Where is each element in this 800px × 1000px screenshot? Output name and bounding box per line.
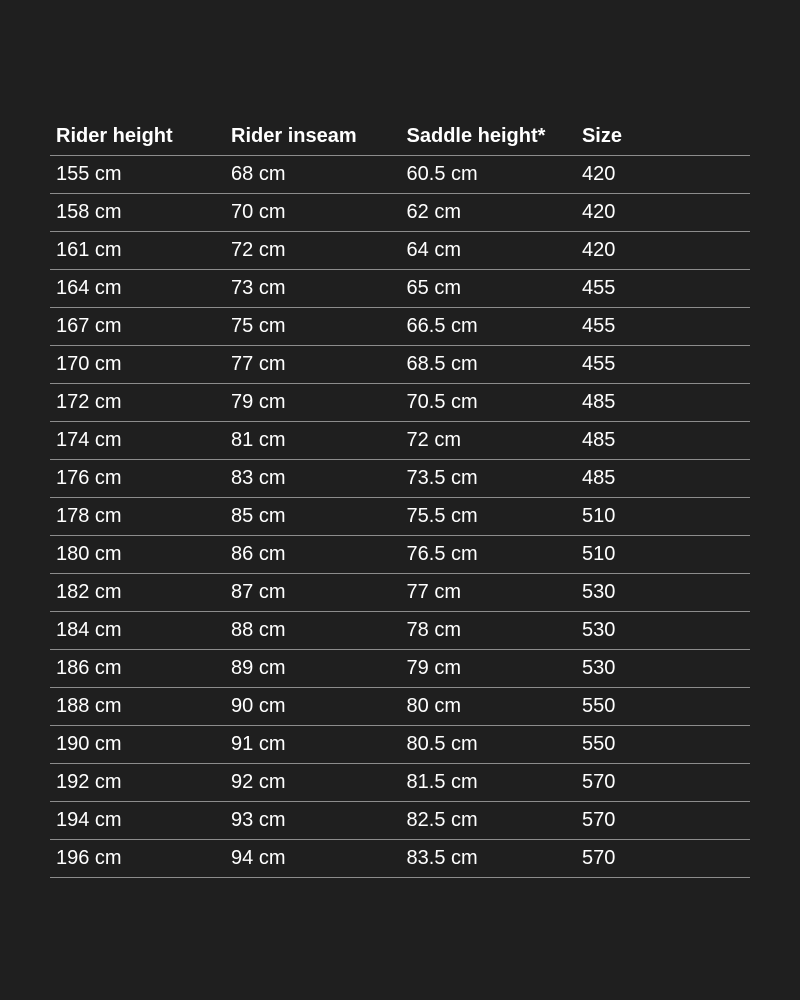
rider-inseam-cell: 88 cm <box>225 612 401 650</box>
saddle-height-cell: 62 cm <box>401 194 576 232</box>
size-cell: 455 <box>576 346 750 384</box>
rider-height-cell: 184 cm <box>50 612 225 650</box>
size-cell: 485 <box>576 460 750 498</box>
rider-height-cell: 158 cm <box>50 194 225 232</box>
table-row <box>50 574 750 612</box>
rider-inseam-cell: 75 cm <box>225 308 401 346</box>
table-row <box>50 384 750 422</box>
size-cell: 420 <box>576 232 750 270</box>
rider-inseam-cell: 91 cm <box>225 726 401 764</box>
saddle-height-cell: 73.5 cm <box>401 460 576 498</box>
size-cell: 570 <box>576 840 750 878</box>
rider-inseam-cell: 87 cm <box>225 574 401 612</box>
table-row <box>50 270 750 308</box>
rider-inseam-cell: 79 cm <box>225 384 401 422</box>
size-cell: 420 <box>576 194 750 232</box>
rider-height-cell: 167 cm <box>50 308 225 346</box>
size-cell: 485 <box>576 422 750 460</box>
table-row <box>50 156 750 194</box>
table-row <box>50 802 750 840</box>
table-row <box>50 612 750 650</box>
rider-height-cell: 186 cm <box>50 650 225 688</box>
rider-height-cell: 182 cm <box>50 574 225 612</box>
rider-inseam-cell: 72 cm <box>225 232 401 270</box>
rider-inseam-cell: 70 cm <box>225 194 401 232</box>
rider-height-cell: 161 cm <box>50 232 225 270</box>
rider-height-cell: 170 cm <box>50 346 225 384</box>
size-cell: 530 <box>576 574 750 612</box>
table-row <box>50 688 750 726</box>
rider-height-cell: 172 cm <box>50 384 225 422</box>
rider-height-cell: 192 cm <box>50 764 225 802</box>
size-cell: 570 <box>576 802 750 840</box>
table-row <box>50 536 750 574</box>
table-body <box>50 156 750 878</box>
rider-height-cell: 155 cm <box>50 156 225 194</box>
size-chart-table <box>50 117 750 878</box>
rider-inseam-cell: 73 cm <box>225 270 401 308</box>
saddle-height-cell: 80 cm <box>401 688 576 726</box>
rider-inseam-cell: 68 cm <box>225 156 401 194</box>
size-cell: 455 <box>576 308 750 346</box>
rider-inseam-cell: 93 cm <box>225 802 401 840</box>
saddle-height-cell: 78 cm <box>401 612 576 650</box>
saddle-height-cell: 66.5 cm <box>401 308 576 346</box>
saddle-height-cell: 76.5 cm <box>401 536 576 574</box>
table-row <box>50 422 750 460</box>
size-cell: 485 <box>576 384 750 422</box>
saddle-height-cell: 64 cm <box>401 232 576 270</box>
saddle-height-cell: 68.5 cm <box>401 346 576 384</box>
table-row <box>50 194 750 232</box>
size-cell: 550 <box>576 688 750 726</box>
saddle-height-cell: 79 cm <box>401 650 576 688</box>
size-cell: 510 <box>576 536 750 574</box>
saddle-height-cell: 65 cm <box>401 270 576 308</box>
saddle-height-cell: 83.5 cm <box>401 840 576 878</box>
saddle-height-cell: 81.5 cm <box>401 764 576 802</box>
rider-height-cell: 178 cm <box>50 498 225 536</box>
rider-inseam-cell: 86 cm <box>225 536 401 574</box>
size-cell: 455 <box>576 270 750 308</box>
size-cell: 570 <box>576 764 750 802</box>
rider-height-cell: 190 cm <box>50 726 225 764</box>
header-saddle-height: Saddle height* <box>401 117 576 156</box>
rider-inseam-cell: 85 cm <box>225 498 401 536</box>
table-row <box>50 346 750 384</box>
table-row <box>50 840 750 878</box>
header-row <box>50 117 750 156</box>
size-cell: 420 <box>576 156 750 194</box>
rider-inseam-cell: 77 cm <box>225 346 401 384</box>
table-header <box>50 117 750 156</box>
saddle-height-cell: 82.5 cm <box>401 802 576 840</box>
saddle-height-cell: 60.5 cm <box>401 156 576 194</box>
rider-inseam-cell: 90 cm <box>225 688 401 726</box>
table-row <box>50 308 750 346</box>
table-row <box>50 764 750 802</box>
rider-height-cell: 196 cm <box>50 840 225 878</box>
header-rider-height: Rider height <box>50 117 225 156</box>
rider-inseam-cell: 94 cm <box>225 840 401 878</box>
rider-inseam-cell: 83 cm <box>225 460 401 498</box>
rider-inseam-cell: 89 cm <box>225 650 401 688</box>
rider-height-cell: 176 cm <box>50 460 225 498</box>
size-cell: 530 <box>576 650 750 688</box>
saddle-height-cell: 77 cm <box>401 574 576 612</box>
table-row <box>50 232 750 270</box>
table-row <box>50 726 750 764</box>
size-cell: 530 <box>576 612 750 650</box>
saddle-height-cell: 80.5 cm <box>401 726 576 764</box>
rider-inseam-cell: 81 cm <box>225 422 401 460</box>
rider-height-cell: 188 cm <box>50 688 225 726</box>
rider-height-cell: 194 cm <box>50 802 225 840</box>
saddle-height-cell: 75.5 cm <box>401 498 576 536</box>
saddle-height-cell: 70.5 cm <box>401 384 576 422</box>
rider-height-cell: 164 cm <box>50 270 225 308</box>
rider-height-cell: 180 cm <box>50 536 225 574</box>
rider-height-cell: 174 cm <box>50 422 225 460</box>
table-row <box>50 460 750 498</box>
table-row <box>50 498 750 536</box>
table-row <box>50 650 750 688</box>
rider-inseam-cell: 92 cm <box>225 764 401 802</box>
size-cell: 550 <box>576 726 750 764</box>
header-size: Size <box>576 117 750 156</box>
size-cell: 510 <box>576 498 750 536</box>
saddle-height-cell: 72 cm <box>401 422 576 460</box>
header-rider-inseam: Rider inseam <box>225 117 401 156</box>
